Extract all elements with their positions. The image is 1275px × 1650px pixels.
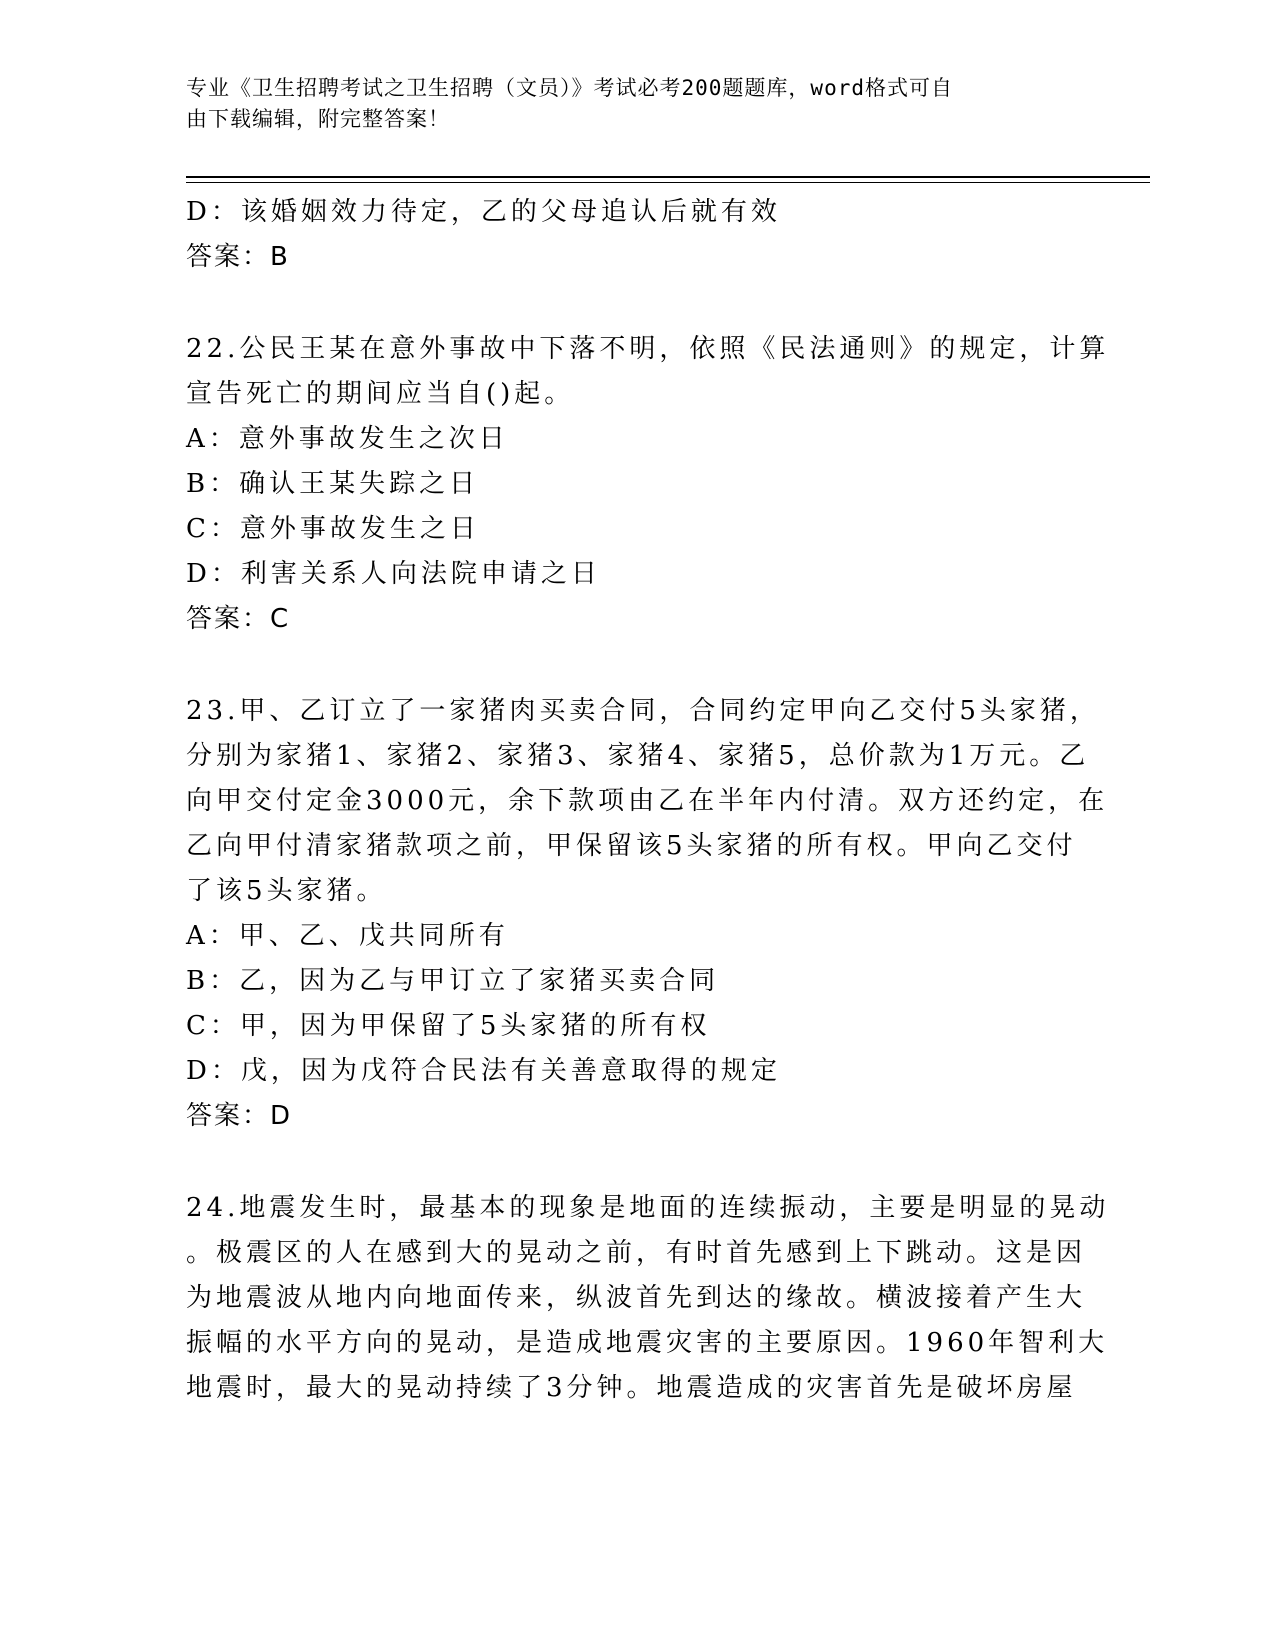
option-d: D：该婚姻效力待定，乙的父母追认后就有效 (186, 197, 781, 227)
question-text-line: 振幅的水平方向的晃动，是造成地震灾害的主要原因。1960年智利大 (186, 1328, 1109, 1358)
question-text-line: 地震时，最大的晃动持续了3分钟。地震造成的灾害首先是破坏房屋 (186, 1373, 1077, 1403)
answer: 答案：D (186, 1101, 293, 1131)
question-text-line: 为地震波从地内向地面传来，纵波首先到达的缘故。横波接着产生大 (186, 1283, 1087, 1313)
question-text-line: 24.地震发生时，最基本的现象是地面的连续振动，主要是明显的晃动 (186, 1193, 1110, 1223)
answer: 答案：C (186, 604, 291, 634)
document-header (186, 73, 1066, 135)
document-body (186, 190, 1110, 1411)
option-a: A：甲、乙、戊共同所有 (186, 921, 509, 951)
spacer (186, 280, 1086, 327)
question-text-line: 。极震区的人在感到大的晃动之前，有时首先感到上下跳动。这是因 (186, 1238, 1087, 1268)
option-c: C：甲，因为甲保留了5头家猪的所有权 (186, 1011, 711, 1041)
question-text-line: 分别为家猪1、家猪2、家猪3、家猪4、家猪5，总价款为1万元。乙 (186, 741, 1090, 771)
question-text-line: 了该5头家猪。 (186, 876, 387, 906)
option-d: D：利害关系人向法院申请之日 (186, 559, 601, 589)
option-b: B：乙，因为乙与甲订立了家猪买卖合同 (186, 966, 720, 996)
option-d: D：戊，因为戊符合民法有关善意取得的规定 (186, 1056, 781, 1086)
question-22 (186, 327, 1110, 642)
question-text-line: 向甲交付定金3000元，余下款项由乙在半年内付清。双方还约定，在 (186, 786, 1109, 816)
option-a: A：意外事故发生之次日 (186, 424, 509, 454)
spacer (186, 1139, 1086, 1186)
answer: 答案：B (186, 242, 290, 272)
header-rule-thick (186, 176, 1150, 178)
question-24 (186, 1186, 1110, 1411)
question-text-line: 23.甲、乙订立了一家猪肉买卖合同，合同约定甲向乙交付5头家猪， (186, 696, 1100, 726)
question-text-line: 宣告死亡的期间应当自()起。 (186, 379, 575, 409)
header-rule-thin (186, 182, 1150, 183)
question-23 (186, 689, 1109, 1139)
option-b: B：确认王某失踪之日 (186, 469, 480, 499)
question-text-line: 22.公民王某在意外事故中下落不明，依照《民法通则》的规定，计算 (186, 334, 1110, 364)
question-text-line: 乙向甲付清家猪款项之前，甲保留该5头家猪的所有权。甲向乙交付 (186, 831, 1077, 861)
option-c: C：意外事故发生之日 (186, 514, 480, 544)
header-line-2: 由下载编辑，附完整答案！ (186, 107, 450, 131)
spacer (186, 642, 1086, 689)
header-line-1: 专业《卫生招聘考试之卫生招聘（文员）》考试必考200题题库，word格式可自 (186, 76, 953, 100)
